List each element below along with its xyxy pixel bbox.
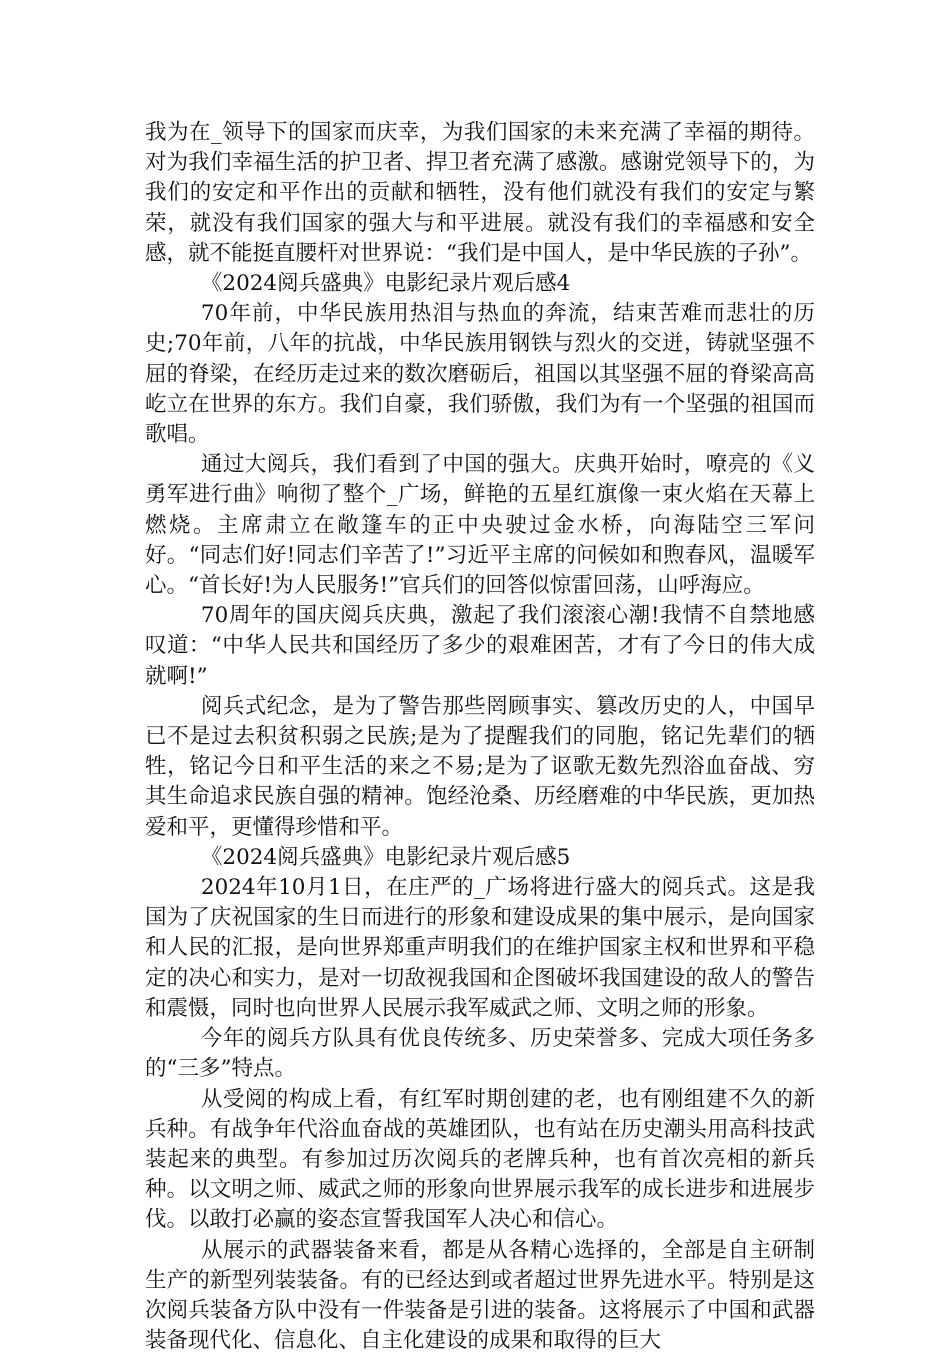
body-paragraph: 2024年10月1日，在庄严的_广场将进行盛大的阅兵式。这是我国为了庆祝国家的生日而进行的形象和建设成果的集中展示，是向国家和人民的汇报，是向世界郑重声明我们的在维护国家主权和世界和平稳定的决心和实力，是对一切敌视我国和企图破坏我国建设的敌人的警告和震慑，同时也向世界人民展示我军威武之师、文明之师的形象。: [145, 875, 815, 1021]
body-paragraph: 70周年的国庆阅兵庆典，激起了我们滚滚心潮!我情不自禁地感叹道：“中华人民共和国经历了多少的艰难困苦，才有了今日的伟大成就啊!”: [145, 603, 815, 689]
body-paragraph: 通过大阅兵，我们看到了中国的强大。庆典开始时，嘹亮的《义勇军进行曲》响彻了整个_广场，鲜艳的五星红旗像一束火焰在天幕上燃烧。主席肃立在敞篷车的正中央驶过金水桥，向海陆空三军问好。“同志们好!同志们辛苦了!”习近平主席的问候如和煦春风，温暖军心。“首长好!为人民服务!”官兵们的回答似惊雷回荡，山呼海应。: [145, 452, 815, 599]
body-paragraph: 阅兵式纪念，是为了警告那些罔顾事实、篡改历史的人，中国早已不是过去积贫积弱之民族;是为了提醒我们的同胞，铭记先辈们的牺牲，铭记今日和平生活的来之不易;是为了讴歌无数先烈浴血奋战、穷其生命追求民族自强的精神。饱经沧桑、历经磨难的中华民族，更加热爱和平，更懂得珍惜和平。: [145, 693, 815, 840]
document-page: [145, 118, 815, 1356]
body-paragraph: 今年的阅兵方队具有优良传统多、历史荣誉多、完成大项任务多的“三多”特点。: [145, 1026, 815, 1082]
body-paragraph: 70年前，中华民族用热泪与热血的奔流，结束苦难而悲壮的历史;70年前，八年的抗战，中华民族用钢铁与烈火的交迸，铸就坚强不屈的脊梁，在经历走过来的数次磨砺后，祖国以其坚强不屈的脊梁高高屹立在世界的东方。我们自豪，我们骄傲，我们为有一个坚强的祖国而歌唱。: [145, 301, 815, 448]
body-paragraph: 从受阅的构成上看，有红军时期创建的老，也有刚组建不久的新兵种。有战争年代浴血奋战的英雄团队，也有站在历史潮头用高科技武装起来的典型。有参加过历次阅兵的老牌兵种，也有首次亮相的新兵种。以文明之师、威武之师的形象向世界展示我军的成长进步和进展步伐。以敢打必赢的姿态宣誓我国军人决心和信心。: [145, 1086, 815, 1233]
section-heading: 《2024阅兵盛典》电影纪录片观后感4: [200, 271, 571, 297]
body-paragraph: 我为在_领导下的国家而庆幸，为我们国家的未来充满了幸福的期待。对为我们幸福生活的护卫者、捍卫者充满了感激。感谢党领导下的，为我们的安定和平作出的贡献和牺牲，没有他们就没有我们的安定与繁荣，就没有我们国家的强大与和平进展。就没有我们的幸福感和安全感，就不能挺直腰杆对世界说：“我们是中国人，是中华民族的子孙”。: [145, 120, 815, 266]
section-heading: 《2024阅兵盛典》电影纪录片观后感5: [200, 844, 571, 870]
body-paragraph: 从展示的武器装备来看，都是从各精心选择的，全部是自主研制生产的新型列装装备。有的已经达到或者超过世界先进水平。特别是这次阅兵装备方队中没有一件装备是引进的装备。这将展示了中国和武器装备现代化、信息化、自主化建设的成果和取得的巨大: [145, 1237, 815, 1354]
